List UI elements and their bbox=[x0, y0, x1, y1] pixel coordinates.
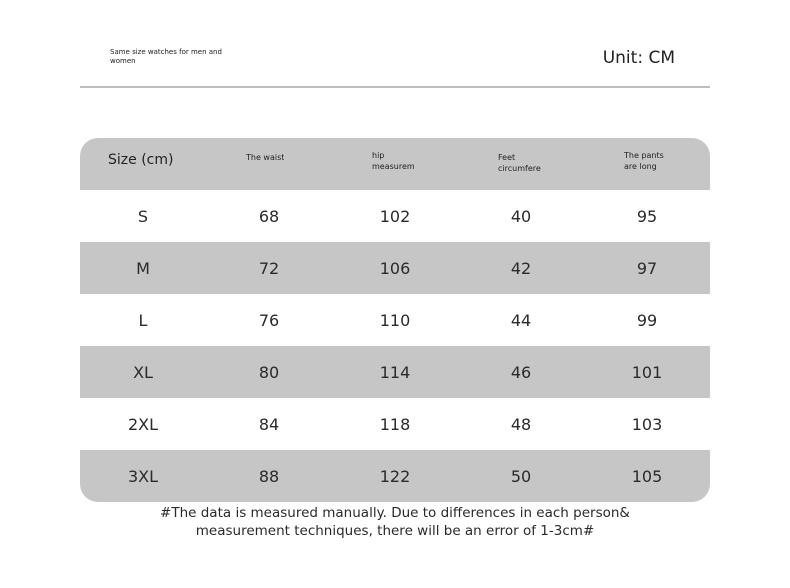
cell-size: M bbox=[136, 258, 150, 278]
header-pants-label: The pants are long bbox=[624, 151, 664, 171]
table-row bbox=[80, 190, 710, 242]
table-header-row bbox=[80, 138, 710, 190]
cell-pants: 103 bbox=[631, 414, 663, 434]
header-waist-label: The waist bbox=[246, 153, 285, 162]
header-feet-label: Feet circumfere bbox=[498, 153, 541, 173]
cell-waist: 84 bbox=[258, 414, 280, 434]
header-cell-waist bbox=[206, 138, 332, 190]
header-size-label: Size (cm) bbox=[108, 152, 174, 168]
cell-feet: 44 bbox=[510, 310, 532, 330]
cell-waist: 68 bbox=[258, 206, 280, 226]
cell-feet: 40 bbox=[510, 206, 532, 226]
header-cell-pants bbox=[584, 138, 710, 190]
cell-hip: 122 bbox=[379, 466, 411, 486]
footnote-line-2: measurement techniques, there will be an error of 1-3cm# bbox=[195, 523, 595, 539]
header-cell-size bbox=[80, 138, 206, 190]
product-note: Same size watches for men and women bbox=[110, 48, 222, 65]
cell-hip: 102 bbox=[379, 206, 411, 226]
cell-size: 2XL bbox=[127, 414, 159, 434]
cell-size: L bbox=[138, 310, 148, 330]
table-row bbox=[80, 346, 710, 398]
measurement-footnote bbox=[0, 504, 790, 540]
divider-line bbox=[80, 86, 710, 88]
table-row bbox=[80, 398, 710, 450]
footnote-line-1: #The data is measured manually. Due to differences in each person& bbox=[160, 505, 630, 521]
cell-pants: 101 bbox=[631, 362, 663, 382]
cell-pants: 105 bbox=[631, 466, 663, 486]
cell-pants: 97 bbox=[636, 258, 658, 278]
cell-feet: 42 bbox=[510, 258, 532, 278]
cell-size: XL bbox=[133, 362, 153, 382]
cell-feet: 48 bbox=[510, 414, 532, 434]
cell-feet: 50 bbox=[510, 466, 532, 486]
cell-hip: 118 bbox=[379, 414, 411, 434]
cell-feet: 46 bbox=[510, 362, 532, 382]
table-row bbox=[80, 242, 710, 294]
header-cell-feet bbox=[458, 138, 584, 190]
header-hip-label: hip measurem bbox=[372, 151, 415, 171]
header-cell-hip bbox=[332, 138, 458, 190]
cell-waist: 72 bbox=[258, 258, 280, 278]
cell-waist: 88 bbox=[258, 466, 280, 486]
cell-waist: 76 bbox=[258, 310, 280, 330]
cell-hip: 110 bbox=[379, 310, 411, 330]
cell-hip: 106 bbox=[379, 258, 411, 278]
cell-size: S bbox=[137, 206, 149, 226]
cell-size: 3XL bbox=[127, 466, 159, 486]
cell-waist: 80 bbox=[258, 362, 280, 382]
cell-hip: 114 bbox=[379, 362, 411, 382]
cell-pants: 95 bbox=[636, 206, 658, 226]
unit-label: Unit: CM bbox=[602, 48, 675, 68]
table-row bbox=[80, 450, 710, 502]
table-row bbox=[80, 294, 710, 346]
size-table bbox=[80, 138, 710, 502]
cell-pants: 99 bbox=[636, 310, 658, 330]
